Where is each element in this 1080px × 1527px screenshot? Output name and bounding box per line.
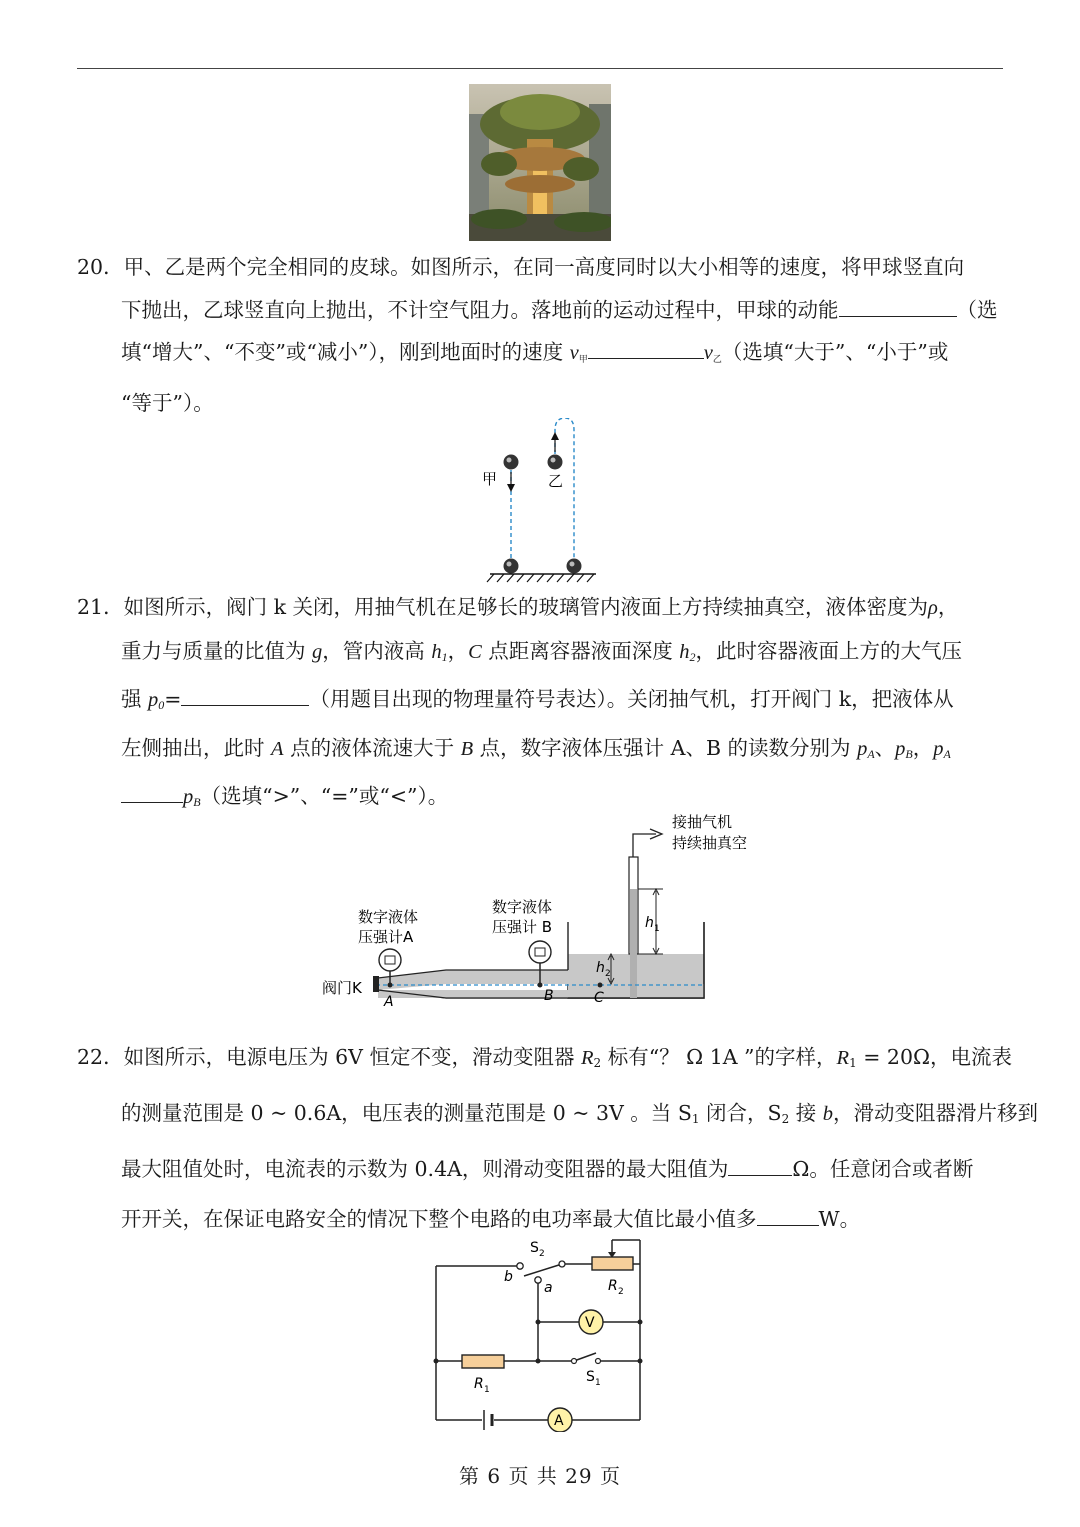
q20-line1: 甲、乙是两个完全相同的皮球。如图所示，在同一高度同时以大小相等的速度，将甲球竖直向 [123, 255, 965, 279]
q21-comma2: ， [912, 735, 934, 760]
q21-eq: = [164, 687, 182, 711]
q22-R1: R [836, 1047, 850, 1069]
q21-dun: 、 [874, 735, 896, 760]
question-21 [77, 586, 1007, 824]
q21-pA2-sub: A [943, 746, 951, 761]
q21-g: g [312, 640, 323, 663]
contact-b [517, 1263, 523, 1269]
label-jia: 甲 [482, 470, 498, 488]
q21-C: C [468, 640, 482, 663]
q21-pB2: p [183, 786, 194, 808]
b-label: b [504, 1269, 513, 1285]
valve [373, 976, 379, 992]
point-b: B [544, 988, 554, 1004]
s1-label-sub: 1 [595, 1378, 601, 1388]
r2-label: R [608, 1278, 618, 1294]
q21-line2c: ， [447, 638, 469, 663]
gauge-a [379, 949, 401, 971]
ammeter-label: A [554, 1413, 564, 1429]
q21-line4c: 点，数字液体压强计 A、B 的读数分别为 [473, 735, 858, 760]
q22-blank-1[interactable] [728, 1174, 792, 1176]
q22-line1a: 如图所示，电源电压为 6V 恒定不变，滑动变阻器 [123, 1045, 581, 1069]
q20-v-jia: v [569, 342, 579, 364]
resistor-r2 [592, 1257, 633, 1270]
q22-line2d: ，滑动变阻器滑片移到 [833, 1101, 1039, 1125]
tree-tower-photo [469, 84, 611, 241]
q21-B: B [460, 737, 474, 760]
q21-line5: （选填“>”、“=”或“<”）。 [200, 784, 449, 808]
gauge-a-label-2: 压强计A [358, 928, 414, 946]
q22-line2c: 接 [789, 1101, 823, 1125]
q22-line1c: = 20Ω，电流表 [856, 1045, 1013, 1069]
contact-a [535, 1277, 541, 1283]
pump-label-1: 接抽气机 [672, 813, 733, 831]
q22-line2b: 闭合，S [699, 1101, 782, 1125]
q21-A: A [271, 737, 284, 760]
gauge-b [529, 941, 551, 963]
q21-pB: p [895, 737, 906, 760]
q20-sub-jia: 甲 [578, 355, 588, 365]
gauge-b-label-2: 压强计 B [492, 918, 553, 936]
q22-line1b: 标有“？ Ω 1A ”的字样， [601, 1045, 837, 1069]
q20-line2-end: （选 [956, 297, 998, 322]
q21-blank-2[interactable] [121, 801, 183, 803]
q20-v-yi: v [703, 342, 713, 364]
q21-pA: p [857, 737, 868, 760]
pipe-diagram [318, 812, 768, 1012]
ball-jia-top [504, 455, 519, 470]
q21-pB-sub: B [905, 746, 913, 761]
q21-line2e: ，此时容器液面上方的大气压 [695, 638, 963, 663]
arrow-down [507, 484, 515, 492]
pump-label-2: 持续抽真空 [672, 834, 748, 852]
q20-line3-end: （选填“大于”、“小于”或 [721, 340, 949, 364]
q21-h2-sub: 2 [689, 649, 696, 664]
q20-line3: 填“增大”、“不变”或“减小”），刚到地面时的速度 [121, 340, 570, 364]
q22-blank-2[interactable] [757, 1224, 819, 1226]
q21-p0-sub: 0 [158, 698, 165, 712]
q21-line1: 如图所示，阀门 k 关闭，用抽气机在足够长的玻璃管内液面上方持续抽真空，液体密度为 [123, 595, 929, 619]
q21-pA-sub: A [867, 746, 875, 761]
circuit-diagram [428, 1236, 650, 1432]
page-footer: 第 6 页 共 29 页 [459, 1464, 621, 1488]
question-22 [77, 1032, 1039, 1244]
q22-line4a: 开开关，在保证电路安全的情况下整个电路的电功率最大值比最小值多 [121, 1207, 757, 1231]
q21-pB2-sub: B [193, 795, 201, 809]
question-20 [77, 246, 1007, 424]
q22-R2-sub: 2 [593, 1056, 602, 1070]
s2-label: S [530, 1240, 539, 1256]
q21-line2a: 重力与质量的比值为 [121, 638, 313, 663]
h2-label: h [596, 960, 605, 976]
r2-label-sub: 2 [618, 1287, 624, 1297]
q20-blank-2[interactable] [588, 357, 704, 359]
label-yi: 乙 [548, 472, 564, 490]
h1-label: h [645, 915, 654, 931]
valve-label: 阀门K [322, 979, 362, 997]
q21-line2b: ，管内液高 [322, 638, 432, 663]
q22-line3a: 最大阻值处时，电流表的示数为 0.4A，则滑动变阻器的最大阻值为 [121, 1157, 729, 1181]
q20-line4: “等于”）。 [121, 390, 214, 415]
q20-line2: 下抛出，乙球竖直向上抛出，不计空气阻力。落地前的运动过程中，甲球的动能 [121, 297, 839, 322]
q20-blank-1[interactable] [839, 315, 957, 317]
gauge-a-label-1: 数字液体 [358, 908, 419, 926]
gauge-b-label-1: 数字液体 [492, 898, 553, 916]
point-a: A [384, 994, 394, 1010]
q21-line4a: 左侧抽出，此时 [121, 735, 272, 760]
q21-p0: p [148, 689, 159, 711]
q22-R1-sub: 1 [849, 1056, 857, 1070]
switch-s1 [572, 1359, 577, 1364]
q21-number: 21． [77, 595, 124, 619]
s2-label-sub: 2 [539, 1249, 545, 1259]
s1-label: S [586, 1369, 595, 1385]
q21-rho: ρ [928, 597, 938, 619]
a-label: a [544, 1280, 553, 1296]
q22-number: 22． [77, 1045, 124, 1069]
ball-yi-ground [567, 559, 582, 574]
q22-b: b [822, 1103, 834, 1125]
ball-yi-top [548, 455, 563, 470]
q21-line2d: 点距离容器液面深度 [481, 638, 680, 663]
top-rule [77, 68, 1003, 69]
q22-line3b: Ω。任意闭合或者断 [792, 1157, 974, 1181]
q21-blank-1[interactable] [181, 704, 309, 706]
q21-comma: ， [937, 595, 959, 619]
q21-line3a: 强 [121, 687, 149, 711]
q22-line4b: W。 [818, 1207, 861, 1231]
ball-diagram [478, 418, 608, 588]
q20-number: 20． [77, 255, 124, 279]
q21-line3b: （用题目出现的物理量符号表达）。关闭抽气机，打开阀门 k，把液体从 [309, 687, 954, 711]
point-c: C [594, 990, 604, 1006]
q21-h1: h [431, 640, 442, 663]
q22-R2: R [581, 1047, 594, 1069]
q22-S2-sub: 2 [781, 1112, 790, 1126]
r1-label-sub: 1 [484, 1385, 490, 1395]
h1-label-sub: 1 [654, 924, 660, 934]
q20-sub-yi: 乙 [712, 355, 722, 365]
h2-label-sub: 2 [605, 969, 611, 979]
q21-h2: h [679, 640, 690, 663]
arrow-up [551, 432, 559, 440]
q22-S1-sub: 1 [691, 1112, 700, 1126]
q22-line2a: 的测量范围是 0 ~ 0.6A，电压表的测量范围是 0 ~ 3V 。当 S [121, 1101, 692, 1125]
r1-label: R [474, 1376, 484, 1392]
q21-pA2: p [933, 737, 944, 760]
voltmeter-label: V [585, 1315, 595, 1331]
q21-h1-sub: 1 [441, 649, 448, 664]
resistor-r1 [462, 1355, 504, 1368]
ball-jia-ground [504, 559, 519, 574]
q21-line4b: 点的液体流速大于 [283, 735, 461, 760]
